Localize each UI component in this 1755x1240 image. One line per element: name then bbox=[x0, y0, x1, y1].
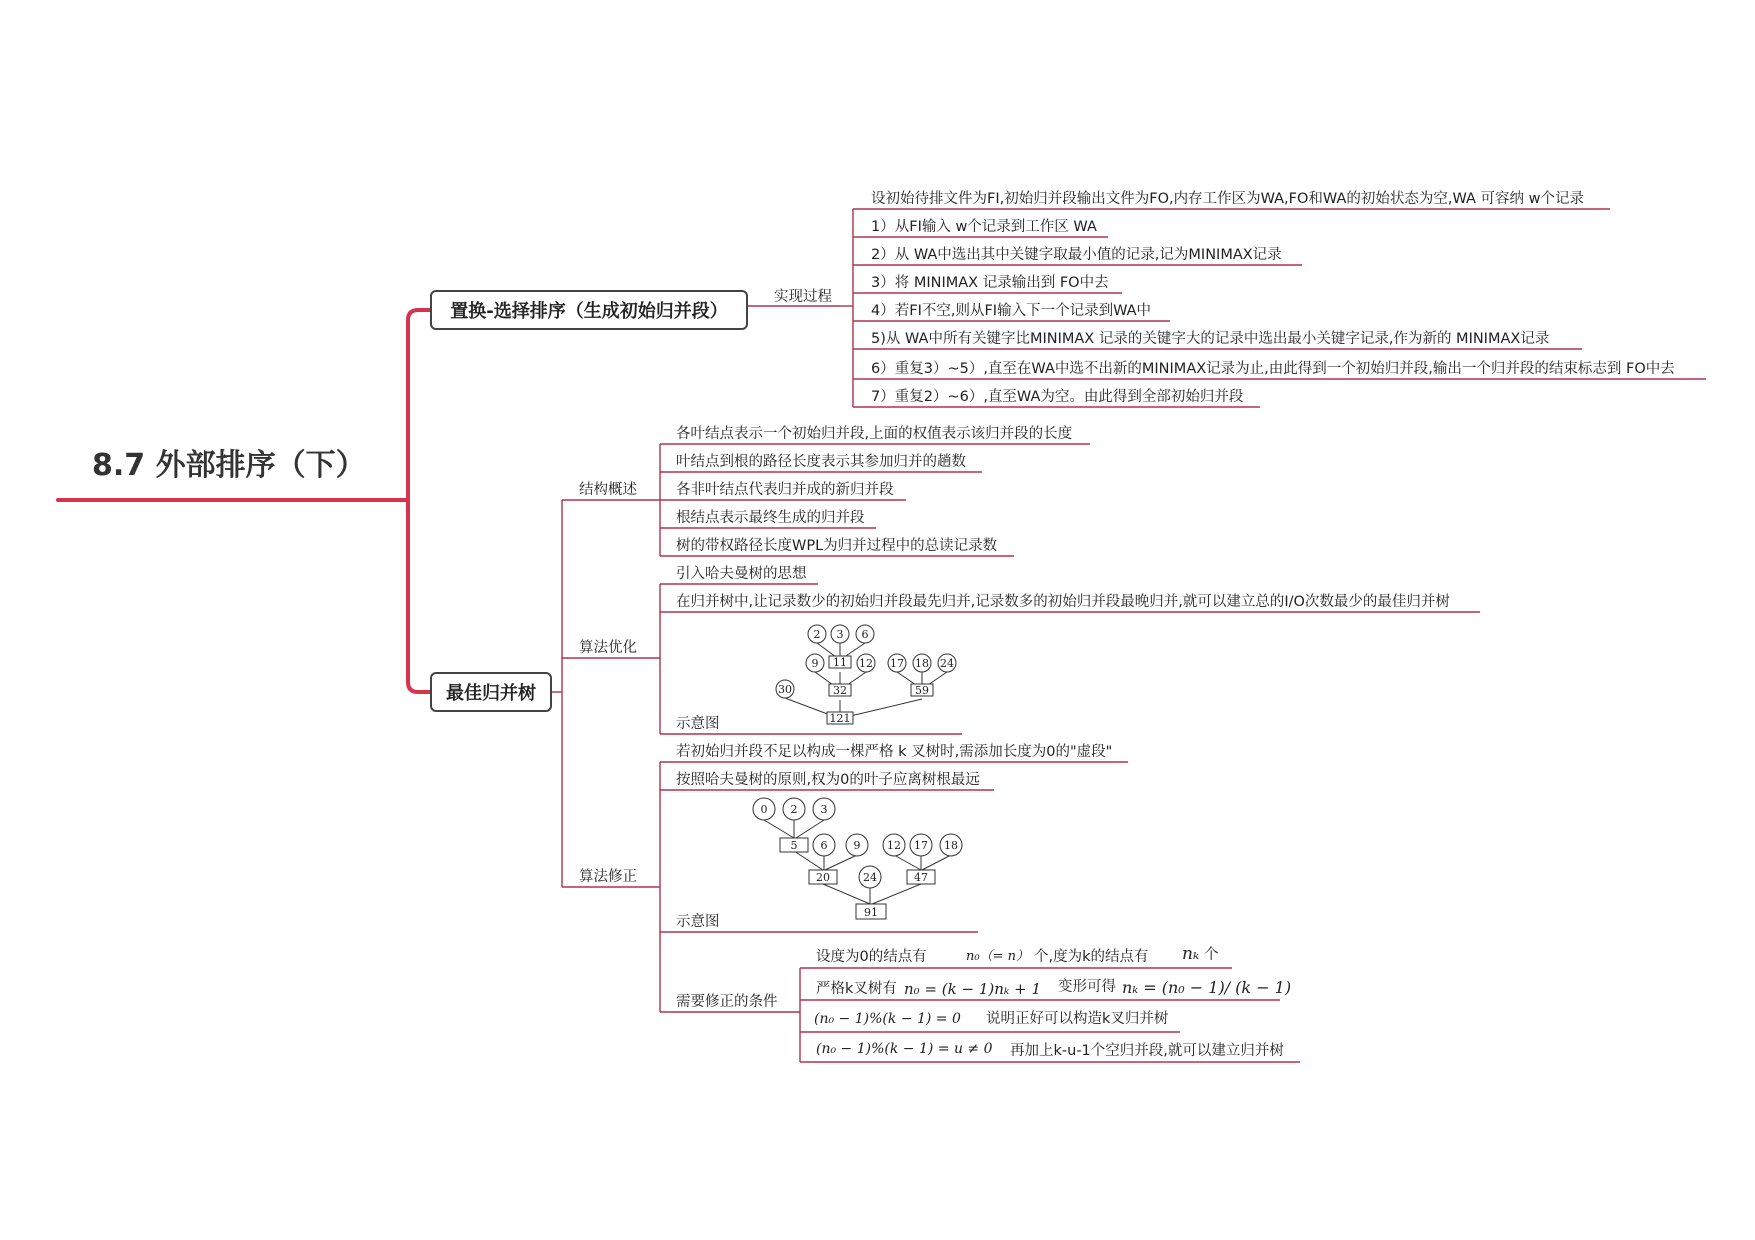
tree2-node: 9 bbox=[853, 839, 861, 852]
root-title[interactable]: 8.7 外部排序（下） bbox=[92, 448, 366, 483]
tree1-node: 121 bbox=[829, 712, 851, 725]
tree2-node: 17 bbox=[914, 839, 928, 852]
tree1-node: 2 bbox=[813, 628, 821, 641]
tree1-node: 32 bbox=[833, 684, 847, 697]
correct-item[interactable]: 若初始归并段不足以构成一棵严格 k 叉树时,需添加长度为0的"虚段" bbox=[676, 744, 1113, 760]
branch-best-merge-tree[interactable]: 最佳归并树 bbox=[430, 672, 552, 712]
process-item[interactable]: 7）重复2）~6）,直至WA为空。由此得到全部初始归并段 bbox=[871, 389, 1244, 405]
tree2-node: 0 bbox=[760, 803, 768, 816]
tree2-node: 6 bbox=[820, 839, 828, 852]
process-item[interactable]: 5)从 WA中所有关键字比MINIMAX 记录的关键字大的记录中选出最小关键字记录,作为新的 MINIMAX记录 bbox=[871, 331, 1550, 347]
tree2-node: 3 bbox=[820, 803, 828, 816]
tree1-node: 59 bbox=[915, 684, 929, 697]
correct-item[interactable]: 按照哈夫曼树的原则,权为0的叶子应离树根最远 bbox=[676, 772, 980, 788]
tree1-node: 24 bbox=[940, 657, 954, 670]
optimize-diagram-label[interactable]: 示意图 bbox=[676, 716, 720, 732]
condition-row2-math-b: nₖ = (n₀ − 1)/ (k − 1) bbox=[1122, 978, 1292, 997]
process-item[interactable]: 2）从 WA中选出其中关键字取最小值的记录,记为MINIMAX记录 bbox=[871, 247, 1282, 263]
tree1-node: 18 bbox=[915, 657, 929, 670]
condition-row3-text: 说明正好可以构造k叉归并树 bbox=[986, 1011, 1169, 1027]
tree2-node: 47 bbox=[914, 871, 928, 884]
condition-row2-text-b: 变形可得 bbox=[1058, 979, 1116, 995]
condition-label[interactable]: 需要修正的条件 bbox=[676, 994, 778, 1010]
sub-label-process[interactable]: 实现过程 bbox=[774, 289, 832, 305]
process-item[interactable]: 设初始待排文件为FI,初始归并段输出文件为FO,内存工作区为WA,FO和WA的初始状态为空,WA 可容纳 w个记录 bbox=[871, 191, 1585, 207]
condition-row2-text-a: 严格k叉树有 bbox=[816, 981, 897, 997]
tree2-labels bbox=[761, 803, 959, 919]
structure-item[interactable]: 各叶结点表示一个初始归并段,上面的权值表示该归并段的长度 bbox=[676, 426, 1073, 442]
condition-row4-math: (n₀ − 1)%(k − 1) = u ≠ 0 bbox=[816, 1041, 993, 1057]
tree2-node: 91 bbox=[864, 906, 878, 919]
process-item[interactable]: 4）若FI不空,则从FI输入下一个记录到WA中 bbox=[871, 303, 1152, 319]
tree1-node: 17 bbox=[890, 657, 904, 670]
optimize-item[interactable]: 引入哈夫曼树的思想 bbox=[676, 566, 807, 582]
tree2-node: 12 bbox=[887, 839, 901, 852]
process-item[interactable]: 3）将 MINIMAX 记录输出到 FO中去 bbox=[871, 275, 1109, 291]
branch-replace-select[interactable]: 置换-选择排序（生成初始归并段） bbox=[430, 290, 748, 330]
optimize-item[interactable]: 在归并树中,让记录数少的初始归并段最先归并,记录数多的初始归并段最晚归并,就可以建立总的I/O次数最少的最佳归并树 bbox=[676, 594, 1450, 610]
sub-label-structure[interactable]: 结构概述 bbox=[579, 482, 637, 498]
tree1-node: 9 bbox=[811, 657, 819, 670]
tree1-node: 11 bbox=[833, 656, 847, 669]
structure-item[interactable]: 各非叶结点代表归并成的新归并段 bbox=[676, 482, 894, 498]
condition-row1-text-a: 设度为0的结点有 bbox=[816, 949, 927, 965]
process-item[interactable]: 1）从FI输入 w个记录到工作区 WA bbox=[871, 219, 1097, 235]
tree2-node: 5 bbox=[790, 839, 798, 852]
tree2-node: 2 bbox=[790, 803, 798, 816]
condition-row3-math: (n₀ − 1)%(k − 1) = 0 bbox=[814, 1011, 961, 1027]
tree1-node: 30 bbox=[778, 683, 792, 696]
condition-row2-math-a: n₀ = (k − 1)nₖ + 1 bbox=[904, 980, 1041, 998]
tree-diagram-correct bbox=[764, 820, 951, 904]
tree2-node: 18 bbox=[944, 839, 958, 852]
sub-label-optimize[interactable]: 算法优化 bbox=[579, 640, 637, 656]
condition-row4-text: 再加上k-u-1个空归并段,就可以建立归并树 bbox=[1010, 1043, 1284, 1059]
condition-row1-math-b: nₖ bbox=[1182, 944, 1200, 964]
correct-diagram-label[interactable]: 示意图 bbox=[676, 914, 720, 930]
tree1-node: 6 bbox=[861, 628, 869, 641]
condition-row1-math-a: n₀（= n） bbox=[966, 949, 1029, 964]
structure-item[interactable]: 树的带权路径长度WPL为归并过程中的总读记录数 bbox=[676, 538, 998, 554]
tree1-node: 3 bbox=[836, 628, 844, 641]
tree1-node: 12 bbox=[859, 657, 873, 670]
process-item[interactable]: 6）重复3）~5）,直至在WA中选不出新的MINIMAX记录为止,由此得到一个初始归并段,输出一个归并段的结束标志到 FO中去 bbox=[871, 361, 1675, 377]
tree2-node: 24 bbox=[863, 871, 877, 884]
tree2-node: 20 bbox=[816, 871, 830, 884]
structure-item[interactable]: 根结点表示最终生成的归并段 bbox=[676, 510, 865, 526]
condition-row1-text-c: 个 bbox=[1204, 947, 1219, 963]
structure-item[interactable]: 叶结点到根的路径长度表示其参加归并的趟数 bbox=[676, 454, 966, 470]
condition-row1-text-b: 个,度为k的结点有 bbox=[1034, 949, 1149, 965]
sub-label-correct[interactable]: 算法修正 bbox=[579, 869, 637, 885]
